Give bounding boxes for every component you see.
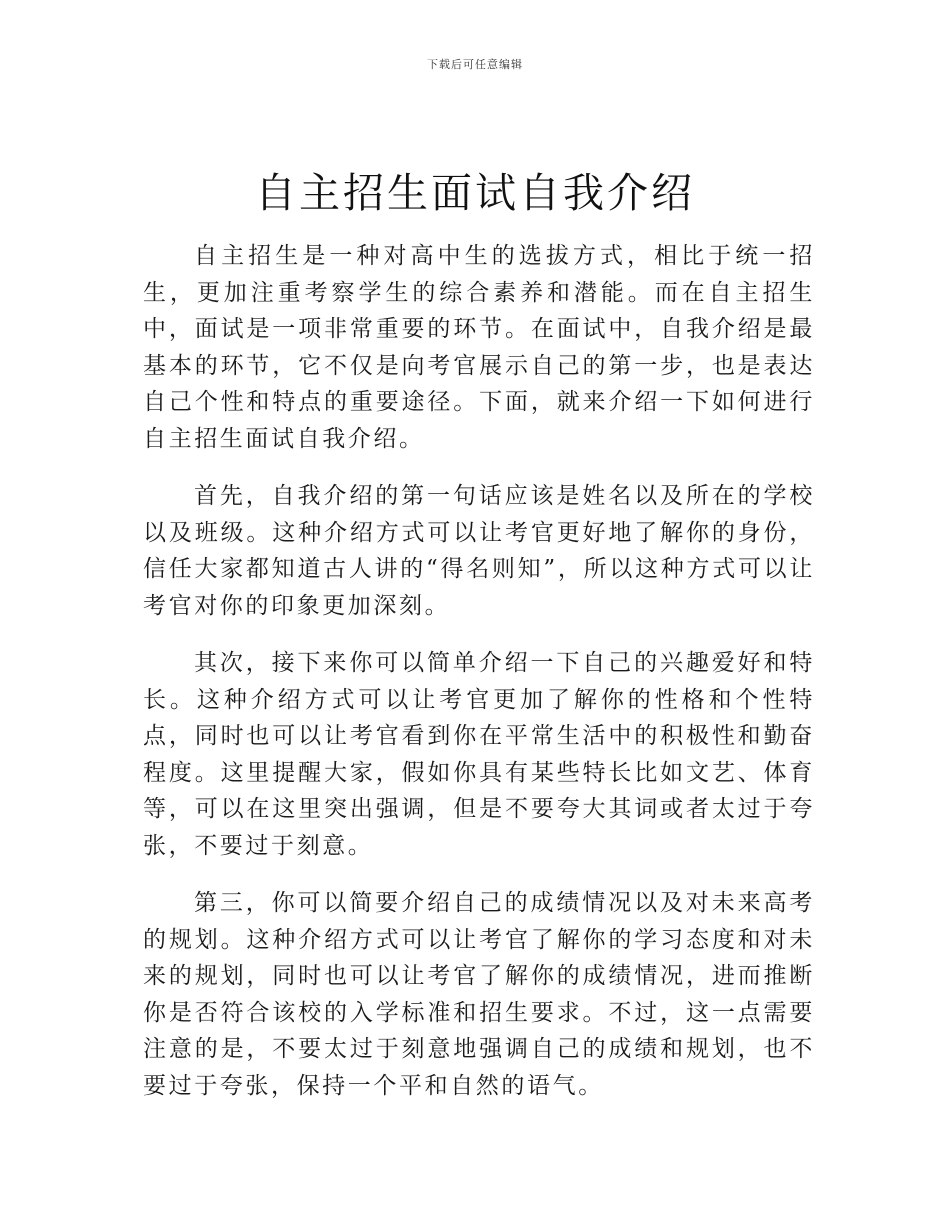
page-header-note: 下载后可任意编辑 [427, 58, 523, 71]
paragraph-third: 第三，你可以简要介绍自己的成绩情况以及对未来高考的规划。这种介绍方式可以让考官了解你的学习态度和对未来的规划，同时也可以让考官了解你的成绩情况，进而推断你是否符合该校的入学标准和招生要求。不过，这一点需要注意的是，不要太过于刻意地强调自己的成绩和规划，也不要过于夸张，保持一个平和自然的语气。 [143, 890, 815, 1099]
paragraph-intro: 自主招生是一种对高中生的选拔方式，相比于统一招生，更加注重考察学生的综合素养和潜能。而在自主招生中，面试是一项非常重要的环节。在面试中，自我介绍是最基本的环节，它不仅是向考官展示自己的第一步，也是表达自己个性和特点的重要途径。下面，就来介绍一下如何进行自主招生面试自我介绍。 [143, 243, 815, 452]
paragraph-first: 首先，自我介绍的第一句话应该是姓名以及所在的学校以及班级。这种介绍方式可以让考官更好地了解你的身份，信任大家都知道古人讲的“得名则知”，所以这种方式可以让考官对你的印象更加深刻。 [143, 483, 815, 619]
document-title: 自主招生面试自我介绍 [255, 169, 695, 217]
paragraph-second: 其次，接下来你可以简单介绍一下自己的兴趣爱好和特长。这种介绍方式可以让考官更加了解你的性格和个性特点，同时也可以让考官看到你在平常生活中的积极性和勤奋程度。这里提醒大家，假如你具有某些特长比如文艺、体育等，可以在这里突出强调，但是不要夸大其词或者太过于夸张，不要过于刻意。 [143, 650, 815, 859]
document-body [143, 238, 815, 1125]
